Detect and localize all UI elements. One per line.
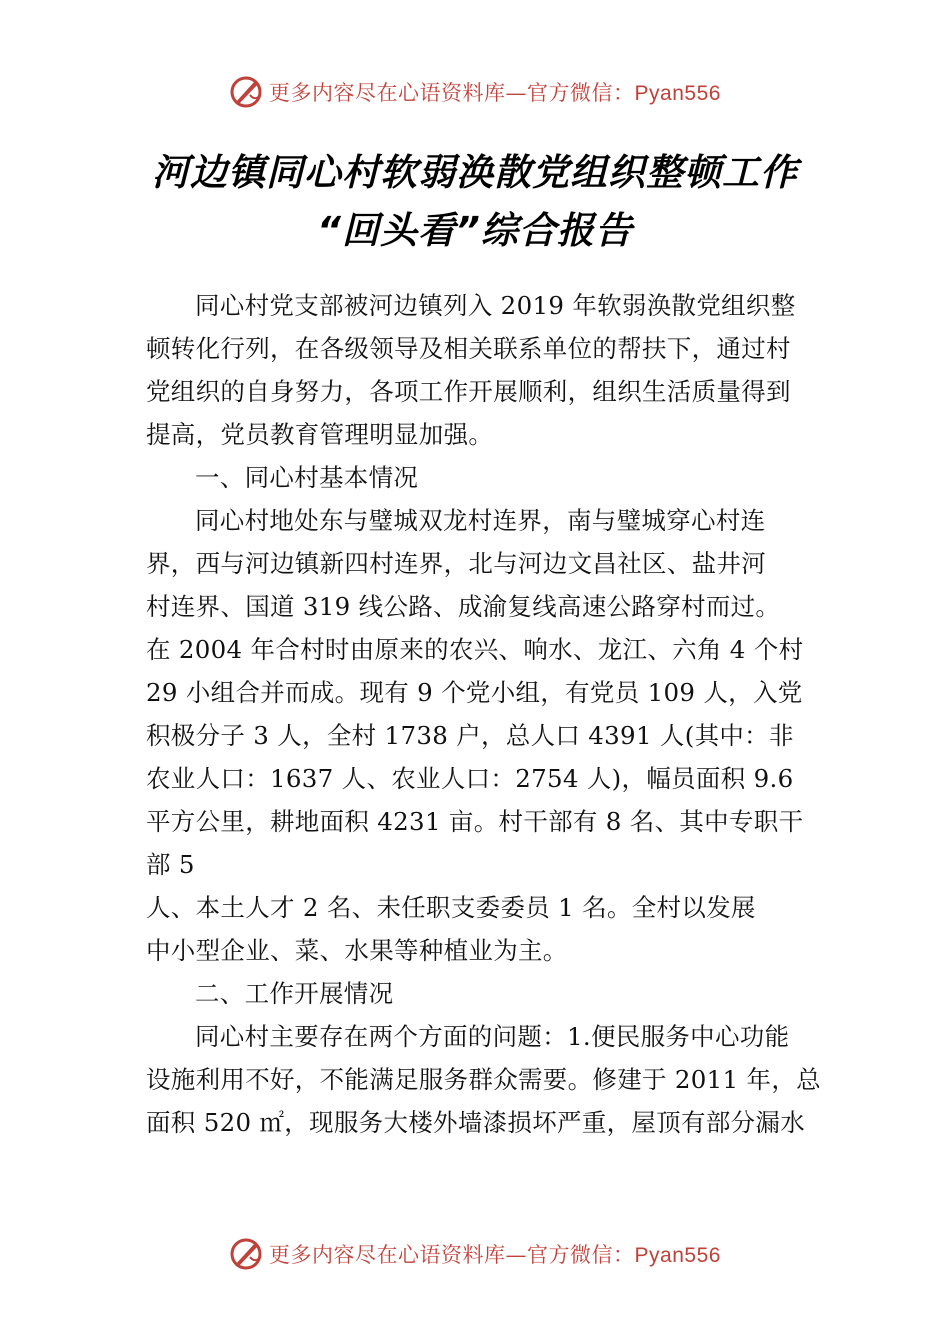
document-title-line1: 河边镇同心村软弱涣散党组织整顿工作 bbox=[152, 151, 798, 194]
body-line: 在 2004 年合村时由原来的农兴、响水、龙江、六角 4 个村 bbox=[146, 635, 804, 664]
body-line: 29 小组合并而成。现有 9 个党小组，有党员 109 人，入党 bbox=[146, 678, 803, 707]
body-line: 人、本土人才 2 名、未任职支委委员 1 名。全村以发展 bbox=[146, 893, 756, 922]
section-heading: 二、工作开展情况 bbox=[195, 979, 394, 1008]
body-line: 中小型企业、菜、水果等种植业为主。 bbox=[146, 936, 568, 965]
body-line: 同心村党支部被河边镇列入 2019 年软弱涣散党组织整 bbox=[195, 291, 796, 320]
wechat-id: Pyan556 bbox=[634, 1244, 721, 1267]
body-line: 积极分子 3 人，全村 1738 户，总人口 4391 人(其中：非 bbox=[146, 721, 794, 750]
watermark-text: 更多内容尽在心语资料库—官方微信：Pyan556 bbox=[269, 81, 721, 105]
section-heading: 一、同心村基本情况 bbox=[195, 463, 419, 492]
body-line: 党组织的自身努力，各项工作开展顺利，组织生活质量得到 bbox=[146, 377, 791, 406]
header-watermark bbox=[0, 72, 950, 112]
document-body bbox=[146, 284, 836, 1144]
footer-watermark bbox=[0, 1234, 950, 1274]
body-line: 同心村地处东与璧城双龙村连界，南与璧城穿心村连 bbox=[195, 506, 766, 535]
body-line: 村连界、国道 319 线公路、成渝复线高速公路穿村而过。 bbox=[146, 592, 781, 621]
body-line: 农业人口：1637 人、农业人口：2754 人)，幅员面积 9.6 bbox=[146, 764, 794, 793]
pen-logo-icon bbox=[229, 75, 263, 109]
body-line: 顿转化行列，在各级领导及相关联系单位的帮扶下，通过村 bbox=[146, 334, 791, 363]
body-line: 设施利用不好，不能满足服务群众需要。修建于 2011 年，总 bbox=[146, 1065, 821, 1094]
watermark-text: 更多内容尽在心语资料库—官方微信：Pyan556 bbox=[269, 1243, 721, 1267]
body-line: 面积 520 ㎡，现服务大楼外墙漆损坏严重，屋顶有部分漏水 bbox=[146, 1108, 806, 1137]
pen-logo-icon bbox=[229, 1237, 263, 1271]
document-title-line2: “回头看”综合报告 bbox=[317, 209, 633, 252]
body-line: 平方公里，耕地面积 4231 亩。村干部有 8 名、其中专职干 bbox=[146, 807, 804, 836]
wechat-id: Pyan556 bbox=[634, 82, 721, 105]
body-line: 提高，党员教育管理明显加强。 bbox=[146, 420, 494, 449]
body-line: 界，西与河边镇新四村连界，北与河边文昌社区、盐井河 bbox=[146, 549, 766, 578]
body-line: 部 5 bbox=[146, 850, 195, 879]
body-line: 同心村主要存在两个方面的问题：1.便民服务中心功能 bbox=[195, 1022, 790, 1051]
